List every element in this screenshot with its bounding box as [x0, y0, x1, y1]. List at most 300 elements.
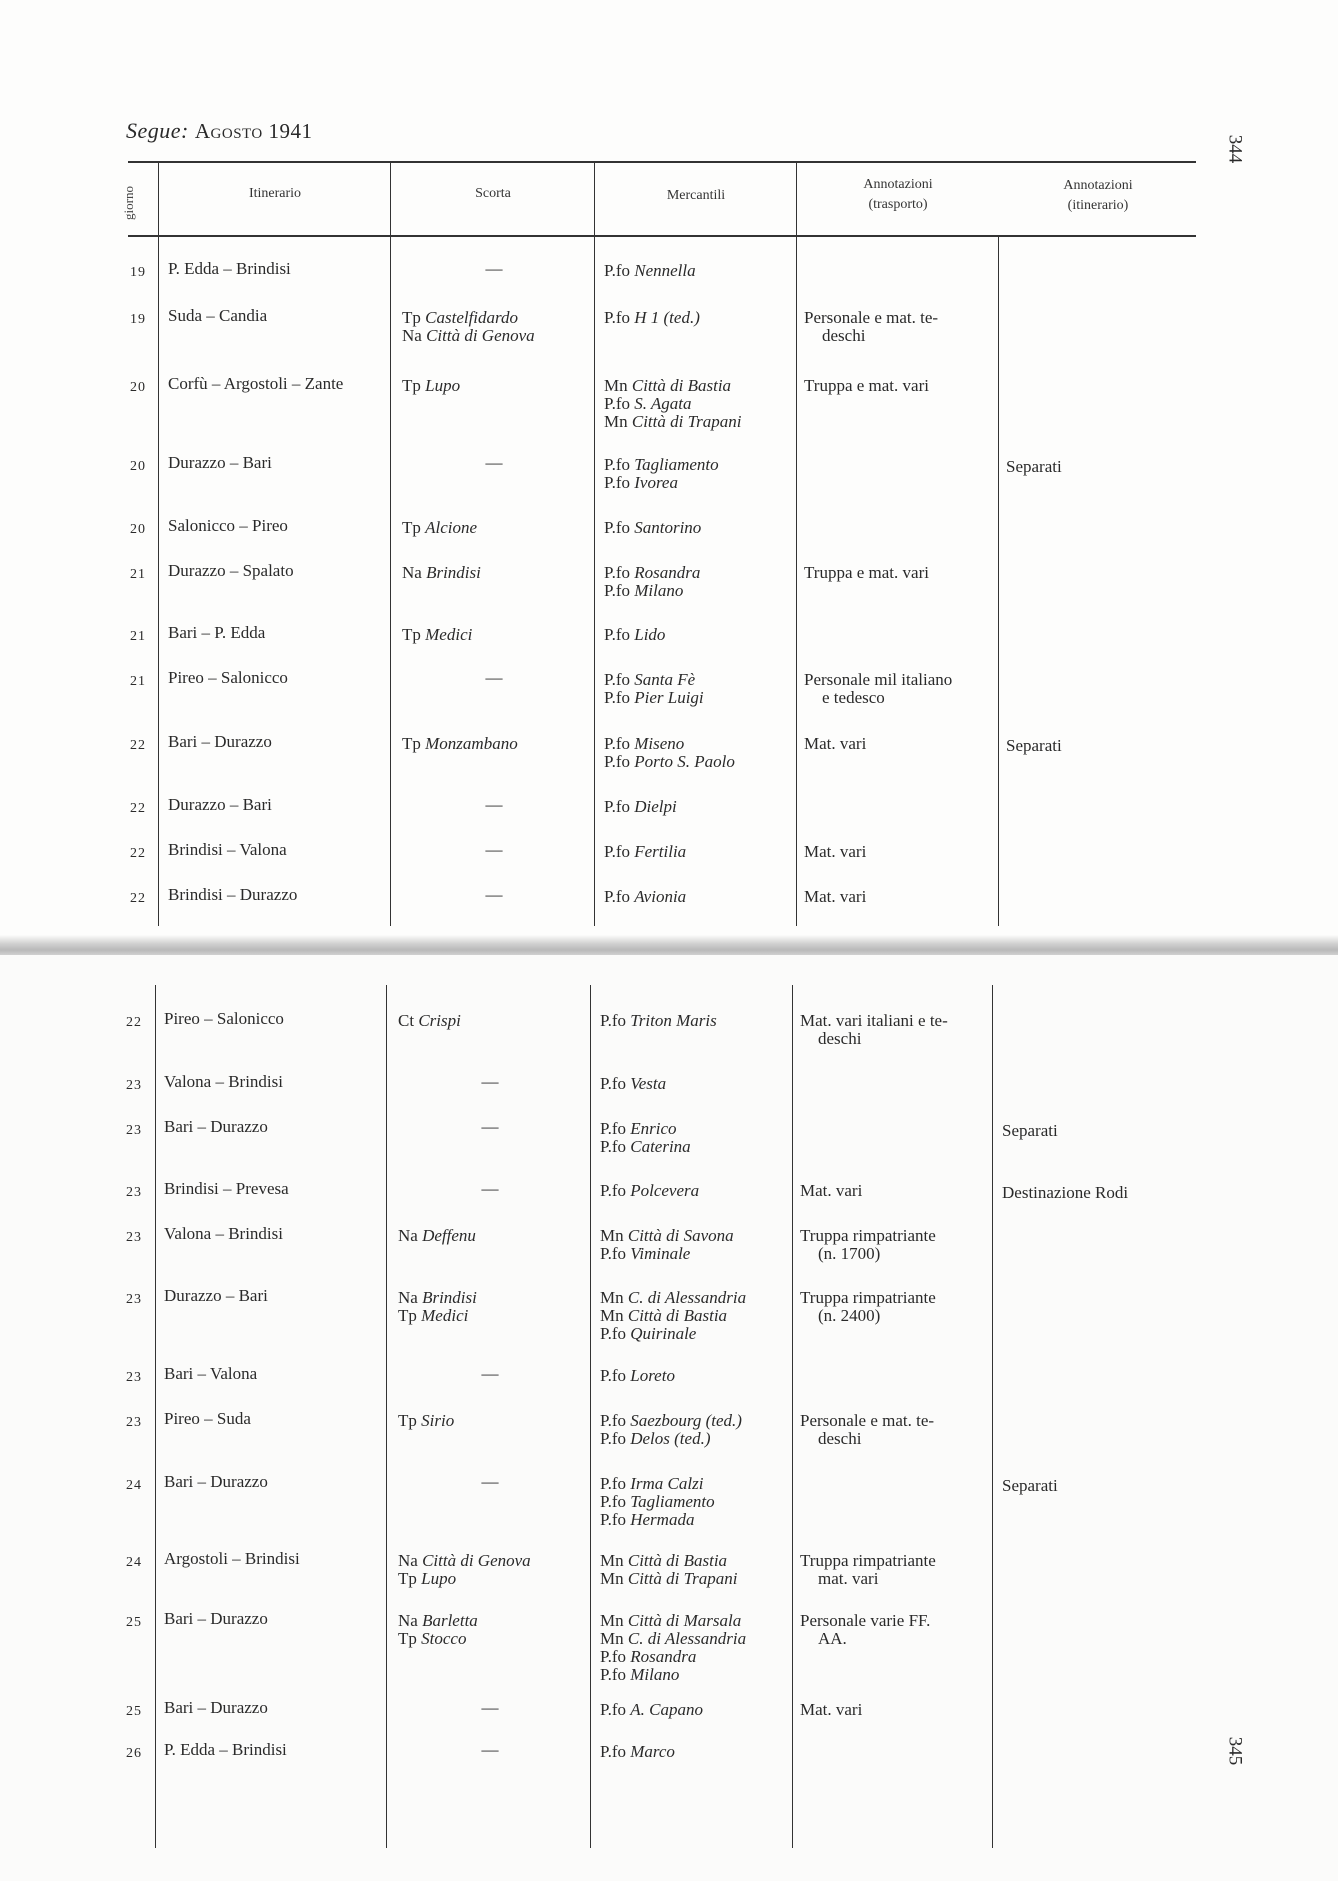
trasporto-line: deschi — [818, 1429, 862, 1448]
mercantile-line — [600, 1648, 746, 1666]
trasporto-line: Personale e mat. te- — [804, 308, 939, 327]
col-header-itinerario: Itinerario — [248, 186, 302, 201]
row-itinerario: Valona – Brindisi — [164, 1072, 283, 1091]
row-itinerario: Bari – Durazzo — [164, 1698, 268, 1717]
mercantile-name: Rosandra — [634, 563, 701, 582]
row-mercantili — [600, 1227, 734, 1263]
row-itinerario: Pireo – Suda — [164, 1409, 251, 1428]
mercantile-line — [604, 843, 686, 861]
mercantile-name: Pier Luigi — [634, 688, 704, 707]
mercantile-line — [604, 671, 704, 689]
mercantile-name: Triton Maris — [630, 1011, 717, 1030]
col-rule-b2 — [386, 985, 387, 1848]
row-itinerario: Durazzo – Spalato — [168, 561, 294, 580]
scorta-line — [398, 1612, 478, 1630]
trasporto-line: Truppa rimpatriante — [800, 1226, 936, 1245]
scorta-line — [402, 327, 535, 345]
row-day: 23 — [126, 1230, 142, 1245]
mercantile-type: P.fo — [604, 887, 630, 906]
mercantile-line — [600, 1493, 715, 1511]
mercantile-line — [604, 262, 696, 280]
mercantile-line — [604, 519, 701, 537]
mercantile-type: P.fo — [600, 1137, 626, 1156]
row-scorta-dash: — — [485, 795, 503, 814]
row-annot-trasporto — [804, 888, 1000, 906]
scorta-type: Tp — [398, 1569, 417, 1588]
row-mercantili — [604, 377, 741, 431]
row-day: 22 — [130, 801, 146, 816]
mercantile-name: Milano — [634, 581, 684, 600]
header-rule-bottom — [128, 235, 1196, 237]
mercantile-line — [604, 689, 704, 707]
mercantile-type: P.fo — [600, 1700, 626, 1719]
mercantile-name: Città di Bastia — [627, 1306, 728, 1325]
scorta-line — [398, 1570, 531, 1588]
trasporto-line: Personale varie FF. — [800, 1611, 931, 1630]
row-day: 23 — [126, 1123, 142, 1138]
mercantile-line — [600, 1511, 715, 1529]
row-mercantili — [604, 309, 700, 327]
row-day: 23 — [126, 1185, 142, 1200]
page-344 — [0, 0, 1338, 940]
row-mercantili — [600, 1075, 666, 1093]
mercantile-line — [604, 377, 741, 395]
row-annot-trasporto — [800, 1289, 996, 1325]
mercantile-line — [604, 582, 700, 600]
row-day: 25 — [126, 1704, 142, 1719]
row-itinerario: Salonicco – Pireo — [168, 516, 288, 535]
mercantile-type: P.fo — [604, 394, 630, 413]
scorta-line — [398, 1307, 477, 1325]
mercantile-name: Irma Calzi — [630, 1474, 704, 1493]
mercantile-line — [600, 1325, 746, 1343]
mercantile-type: P.fo — [604, 688, 630, 707]
mercantile-name: Marco — [630, 1742, 675, 1761]
row-day: 20 — [130, 459, 146, 474]
mercantile-line — [600, 1475, 715, 1493]
trasporto-line: Mat. vari italiani e te- — [800, 1011, 948, 1030]
trasporto-line: Mat. vari — [804, 842, 867, 861]
mercantile-type: P.fo — [604, 797, 630, 816]
mercantile-name: Caterina — [630, 1137, 691, 1156]
mercantile-type: P.fo — [600, 1647, 626, 1666]
row-itinerario: Brindisi – Prevesa — [164, 1179, 289, 1198]
mercantile-name: A. Capano — [630, 1700, 703, 1719]
row-scorta-dash: — — [481, 1364, 499, 1383]
row-day: 22 — [130, 846, 146, 861]
row-day: 24 — [126, 1555, 142, 1570]
row-mercantili — [604, 798, 677, 816]
mercantile-line — [600, 1289, 746, 1307]
mercantile-name: Saezbourg (ted.) — [630, 1411, 742, 1430]
scorta-name: Brindisi — [422, 1288, 477, 1307]
mercantile-line — [604, 888, 686, 906]
row-mercantili — [600, 1612, 746, 1684]
trasporto-line: Truppa rimpatriante — [800, 1551, 936, 1570]
row-scorta-dash: — — [485, 259, 503, 278]
mercantile-name: Fertilia — [634, 842, 687, 861]
mercantile-line — [600, 1701, 703, 1719]
mercantile-type: P.fo — [604, 625, 630, 644]
row-scorta — [398, 1227, 476, 1245]
scorta-name: Alcione — [425, 518, 478, 537]
mercantile-name: Città di Trapani — [631, 412, 742, 431]
scorta-line — [402, 564, 481, 582]
scorta-type: Tp — [402, 376, 421, 395]
mercantile-name: Enrico — [630, 1119, 677, 1138]
mercantile-type: P.fo — [604, 734, 630, 753]
mercantile-type: Mn — [600, 1629, 624, 1648]
row-itinerario: Argostoli – Brindisi — [164, 1549, 300, 1568]
mercantile-line — [600, 1630, 746, 1648]
page-number-bottom: 345 — [1224, 1736, 1246, 1766]
mercantile-type: P.fo — [600, 1011, 626, 1030]
scorta-name: Castelfidardo — [425, 308, 519, 327]
scorta-line — [402, 377, 460, 395]
mercantile-name: Quirinale — [630, 1324, 697, 1343]
mercantile-line — [600, 1307, 746, 1325]
mercantile-name: Hermada — [630, 1510, 695, 1529]
mercantile-name: Santorino — [634, 518, 702, 537]
trasporto-line: e tedesco — [822, 688, 885, 707]
row-annot-trasporto — [800, 1182, 996, 1200]
mercantile-line — [600, 1612, 746, 1630]
mercantile-line — [600, 1245, 734, 1263]
mercantile-type: P.fo — [600, 1181, 626, 1200]
mercantile-type: P.fo — [604, 455, 630, 474]
mercantile-line — [600, 1743, 675, 1761]
mercantile-type: P.fo — [600, 1510, 626, 1529]
row-day: 26 — [126, 1746, 142, 1761]
col-rule-2 — [390, 161, 391, 926]
trasporto-line: Truppa rimpatriante — [800, 1288, 936, 1307]
row-scorta — [402, 564, 481, 582]
mercantile-type: Mn — [604, 376, 628, 395]
mercantile-line — [600, 1412, 742, 1430]
row-annot-trasporto — [804, 843, 1000, 861]
row-mercantili — [600, 1552, 737, 1588]
mercantile-type: Mn — [600, 1611, 624, 1630]
mercantile-type: P.fo — [604, 670, 630, 689]
row-scorta — [398, 1412, 454, 1430]
scorta-type: Na — [398, 1226, 418, 1245]
scorta-type: Na — [402, 326, 422, 345]
row-scorta-dash: — — [485, 840, 503, 859]
mercantile-name: Tagliamento — [630, 1492, 715, 1511]
col-header-annot-trasporto-2: (trasporto) — [868, 197, 928, 212]
row-itinerario: Suda – Candia — [168, 306, 268, 325]
row-annot-itinerario: Separati — [1006, 736, 1062, 755]
row-itinerario: Durazzo – Bari — [168, 453, 272, 472]
trasporto-line: Mat. vari — [804, 734, 867, 753]
mercantile-type: P.fo — [604, 518, 630, 537]
scorta-type: Tp — [402, 625, 421, 644]
row-day: 21 — [130, 629, 146, 644]
scorta-line — [398, 1552, 531, 1570]
mercantile-line — [600, 1138, 691, 1156]
row-annot-itinerario: Destinazione Rodi — [1002, 1183, 1129, 1202]
row-itinerario: Brindisi – Durazzo — [168, 885, 298, 904]
col-rule-4 — [796, 161, 797, 926]
trasporto-line: (n. 1700) — [818, 1244, 881, 1263]
row-scorta — [402, 377, 460, 395]
row-mercantili — [604, 564, 700, 600]
trasporto-line: deschi — [818, 1029, 862, 1048]
page-345 — [0, 955, 1338, 1881]
scorta-type: Tp — [398, 1629, 417, 1648]
row-scorta — [402, 519, 477, 537]
mercantile-name: Città di Bastia — [631, 376, 732, 395]
mercantile-type: Mn — [600, 1226, 624, 1245]
row-mercantili — [600, 1412, 742, 1448]
row-scorta-dash: — — [481, 1072, 499, 1091]
row-annot-trasporto — [800, 1227, 996, 1263]
scorta-name: Città di Genova — [422, 1551, 531, 1570]
mercantile-name: C. di Alessandria — [627, 1288, 747, 1307]
scorta-line — [398, 1289, 477, 1307]
col-header-giorno: giorno — [120, 186, 136, 220]
row-annot-trasporto — [800, 1701, 996, 1719]
row-itinerario: Corfù – Argostoli – Zante — [168, 374, 344, 393]
row-mercantili — [604, 671, 704, 707]
mercantile-line — [600, 1120, 691, 1138]
col-rule-b3 — [590, 985, 591, 1848]
row-mercantili — [600, 1289, 746, 1343]
row-itinerario: Pireo – Salonicco — [164, 1009, 284, 1028]
mercantile-name: S. Agata — [634, 394, 692, 413]
row-scorta — [398, 1289, 477, 1325]
mercantile-name: Nennella — [634, 261, 696, 280]
trasporto-line: AA. — [818, 1629, 847, 1648]
col-header-mercantili: Mercantili — [666, 188, 726, 203]
trasporto-line: Personale mil italiano — [804, 670, 953, 689]
mercantile-type: P.fo — [600, 1366, 626, 1385]
row-annot-trasporto — [804, 309, 1000, 345]
mercantile-type: P.fo — [604, 308, 630, 327]
scorta-type: Na — [398, 1611, 418, 1630]
row-day: 23 — [126, 1415, 142, 1430]
row-scorta-dash: — — [485, 453, 503, 472]
scorta-name: Brindisi — [426, 563, 481, 582]
scorta-name: Città di Genova — [426, 326, 535, 345]
row-day: 25 — [126, 1615, 142, 1630]
row-scorta — [402, 309, 535, 345]
mercantile-type: P.fo — [604, 261, 630, 280]
row-scorta — [398, 1612, 478, 1648]
mercantile-line — [604, 413, 741, 431]
header-month: Agosto 1941 — [194, 119, 313, 143]
scorta-line — [402, 735, 518, 753]
mercantile-line — [600, 1012, 717, 1030]
trasporto-line: deschi — [822, 326, 866, 345]
mercantile-type: P.fo — [600, 1119, 626, 1138]
row-itinerario: Durazzo – Bari — [168, 795, 272, 814]
row-itinerario: Bari – Durazzo — [164, 1609, 268, 1628]
row-mercantili — [600, 1182, 699, 1200]
mercantile-type: P.fo — [604, 473, 630, 492]
trasporto-line: (n. 2400) — [818, 1306, 881, 1325]
row-mercantili — [604, 888, 686, 906]
row-itinerario: Pireo – Salonicco — [168, 668, 288, 687]
trasporto-line: Truppa e mat. vari — [804, 563, 929, 582]
mercantile-name: Città di Trapani — [627, 1569, 738, 1588]
row-mercantili — [600, 1367, 675, 1385]
mercantile-name: Santa Fè — [634, 670, 696, 689]
mercantile-line — [600, 1552, 737, 1570]
row-annot-trasporto — [804, 735, 1000, 753]
row-annot-trasporto — [800, 1612, 996, 1648]
row-day: 22 — [126, 1015, 142, 1030]
row-day: 22 — [130, 891, 146, 906]
mercantile-type: P.fo — [604, 581, 630, 600]
scorta-type: Na — [398, 1551, 418, 1570]
row-itinerario: Bari – Durazzo — [164, 1117, 268, 1136]
mercantile-type: P.fo — [600, 1074, 626, 1093]
row-mercantili — [600, 1475, 715, 1529]
scorta-name: Monzambano — [425, 734, 518, 753]
scorta-type: Tp — [398, 1411, 417, 1430]
mercantile-name: C. di Alessandria — [627, 1629, 747, 1648]
row-itinerario: Durazzo – Bari — [164, 1286, 268, 1305]
col-header-annot-itinerario-1: Annotazioni — [1063, 178, 1133, 193]
mercantile-line — [604, 798, 677, 816]
mercantile-name: Polcevera — [630, 1181, 700, 1200]
trasporto-line: Truppa e mat. vari — [804, 376, 929, 395]
row-day: 20 — [130, 522, 146, 537]
row-mercantili — [604, 519, 701, 537]
row-mercantili — [604, 262, 696, 280]
row-day: 21 — [130, 674, 146, 689]
scorta-line — [402, 309, 535, 327]
mercantile-type: P.fo — [604, 842, 630, 861]
row-scorta — [398, 1552, 531, 1588]
mercantile-type: P.fo — [604, 563, 630, 582]
row-day: 19 — [130, 265, 146, 280]
mercantile-type: P.fo — [604, 752, 630, 771]
scorta-line — [402, 626, 472, 644]
row-scorta — [398, 1012, 461, 1030]
row-annot-itinerario: Separati — [1002, 1476, 1058, 1495]
row-annot-trasporto — [800, 1012, 996, 1048]
mercantile-line — [604, 735, 735, 753]
mercantile-name: Avionia — [634, 887, 687, 906]
row-day: 21 — [130, 567, 146, 582]
row-day: 22 — [130, 738, 146, 753]
scorta-name: Medici — [421, 1306, 469, 1325]
mercantile-line — [604, 753, 735, 771]
mercantile-line — [600, 1227, 734, 1245]
mercantile-type: P.fo — [600, 1324, 626, 1343]
mercantile-name: Rosandra — [630, 1647, 697, 1666]
row-scorta-dash: — — [481, 1698, 499, 1717]
mercantile-line — [604, 456, 719, 474]
row-annot-trasporto — [804, 564, 1000, 582]
row-scorta — [402, 626, 472, 644]
mercantile-type: Mn — [600, 1569, 624, 1588]
mercantile-line — [604, 626, 665, 644]
page-header — [126, 118, 313, 144]
mercantile-line — [600, 1666, 746, 1684]
col-header-annot-trasporto-1: Annotazioni — [863, 177, 933, 192]
mercantile-name: Città di Bastia — [627, 1551, 728, 1570]
scorta-type: Ct — [398, 1011, 415, 1030]
scorta-name: Medici — [425, 625, 473, 644]
row-annot-trasporto — [800, 1552, 996, 1588]
page-number-top: 344 — [1224, 134, 1246, 164]
mercantile-type: Mn — [600, 1551, 624, 1570]
row-day: 19 — [130, 312, 146, 327]
header-rule-top — [128, 161, 1196, 163]
mercantile-line — [604, 309, 700, 327]
col-header-annot-itinerario — [1000, 176, 1196, 216]
scorta-type: Na — [398, 1288, 418, 1307]
scorta-name: Lupo — [425, 376, 461, 395]
row-itinerario: Brindisi – Valona — [168, 840, 287, 859]
row-mercantili — [604, 456, 719, 492]
row-itinerario: Valona – Brindisi — [164, 1224, 283, 1243]
mercantile-line — [604, 395, 741, 413]
row-itinerario: Bari – Durazzo — [168, 732, 272, 751]
mercantile-name: H 1 (ted.) — [634, 308, 700, 327]
scorta-line — [402, 519, 477, 537]
row-scorta-dash: — — [485, 668, 503, 687]
trasporto-line: Personale e mat. te- — [800, 1411, 935, 1430]
scorta-line — [398, 1227, 476, 1245]
mercantile-name: Vesta — [630, 1074, 667, 1093]
scorta-type: Tp — [402, 734, 421, 753]
mercantile-line — [604, 474, 719, 492]
trasporto-line: Mat. vari — [804, 887, 867, 906]
row-itinerario: Bari – P. Edda — [168, 623, 266, 642]
row-itinerario: P. Edda – Brindisi — [168, 259, 291, 278]
trasporto-line: Mat. vari — [800, 1700, 863, 1719]
scorta-type: Tp — [402, 308, 421, 327]
scorta-name: Sirio — [421, 1411, 455, 1430]
mercantile-name: Città di Marsala — [627, 1611, 742, 1630]
mercantile-name: Dielpi — [634, 797, 677, 816]
row-annot-itinerario: Separati — [1006, 457, 1062, 476]
row-scorta-dash: — — [481, 1472, 499, 1491]
mercantile-type: P.fo — [600, 1492, 626, 1511]
mercantile-type: P.fo — [600, 1474, 626, 1493]
mercantile-type: Mn — [600, 1288, 624, 1307]
scorta-type: Tp — [398, 1306, 417, 1325]
mercantile-line — [600, 1075, 666, 1093]
row-scorta-dash: — — [481, 1740, 499, 1759]
row-day: 20 — [130, 380, 146, 395]
scorta-name: Lupo — [421, 1569, 457, 1588]
scorta-name: Deffenu — [422, 1226, 476, 1245]
row-itinerario: Bari – Durazzo — [164, 1472, 268, 1491]
mercantile-type: Mn — [604, 412, 628, 431]
scorta-line — [398, 1012, 461, 1030]
col-rule-1 — [158, 161, 159, 926]
mercantile-name: Lido — [634, 625, 666, 644]
mercantile-type: P.fo — [600, 1742, 626, 1761]
mercantile-name: Miseno — [634, 734, 685, 753]
row-scorta-dash: — — [485, 885, 503, 904]
col-rule-b4 — [792, 985, 793, 1848]
col-header-scorta: Scorta — [475, 186, 511, 201]
scorta-line — [398, 1412, 454, 1430]
row-mercantili — [600, 1012, 717, 1030]
row-mercantili — [600, 1743, 675, 1761]
trasporto-line: Mat. vari — [800, 1181, 863, 1200]
scorta-type: Na — [402, 563, 422, 582]
scorta-name: Crispi — [418, 1011, 461, 1030]
trasporto-line: mat. vari — [818, 1569, 879, 1588]
mercantile-name: Delos (ted.) — [630, 1429, 711, 1448]
